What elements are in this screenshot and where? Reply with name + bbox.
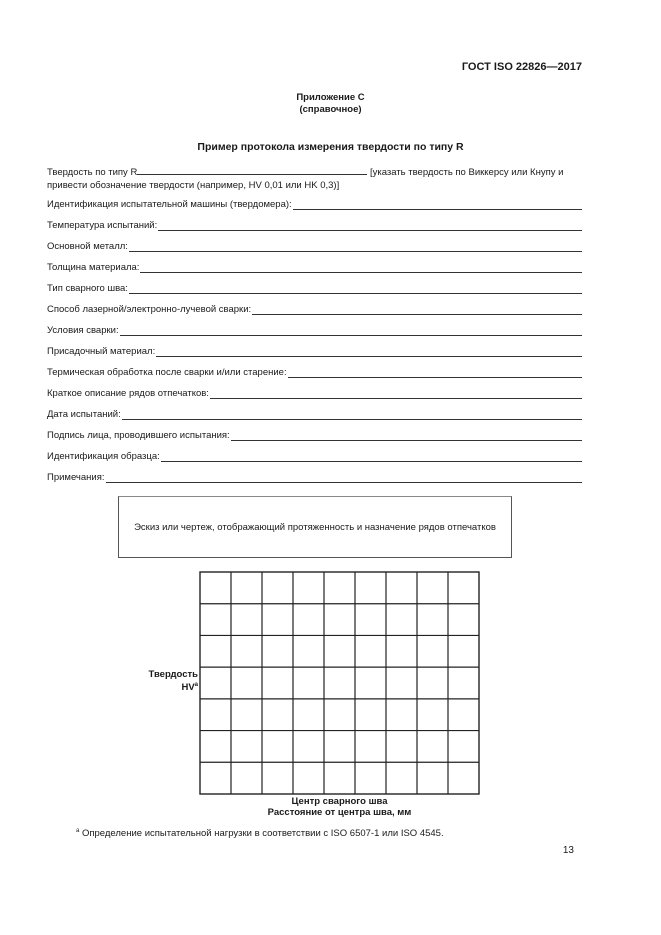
protocol-field-label: Дата испытаний: [47,409,121,420]
protocol-field-label: Температура испытаний: [47,220,158,231]
protocol-field-row [47,197,582,210]
protocol-field-input-line[interactable] [293,199,582,210]
standard-number: ГОСТ ISO 22826—2017 [461,61,582,73]
x-axis-label-line2: Расстояние от центра шва, мм [267,807,412,818]
protocol-field-input-line[interactable] [140,262,582,273]
sketch-label: Эскиз или чертеж, отображающий протяженность и назначение рядов отпечатков [134,521,496,533]
protocol-field-input-line[interactable] [156,346,582,357]
annex-subtitle: (справочное) [299,104,362,115]
protocol-field-input-line[interactable] [129,241,582,252]
protocol-field-label: Основной металл: [47,241,128,252]
protocol-field-label: Идентификация испытательной машины (твердомера): [47,199,292,210]
document-title: Пример протокола измерения твердости по типу R [197,141,464,153]
protocol-field-input-line[interactable] [129,283,582,294]
x-axis-label [200,796,479,818]
protocol-field-input-line[interactable] [122,409,582,420]
protocol-field-label: Краткое описание рядов отпечатков: [47,388,209,399]
footnote-mark: a [76,828,80,834]
protocol-field-label: Подпись лица, проводившего испытания: [47,430,230,441]
footnote [76,828,444,839]
protocol-field-row [47,470,582,483]
protocol-field-row [47,365,582,378]
protocol-field-row [47,428,582,441]
protocol-field-input-line[interactable] [288,367,582,378]
protocol-field-label: Тип сварного шва: [47,283,128,294]
protocol-field-input-line[interactable] [231,430,582,441]
protocol-field-label: Идентификация образца: [47,451,160,462]
protocol-field-input-line[interactable] [161,451,582,462]
hardness-grid [199,571,480,795]
protocol-field-row [47,302,582,315]
page-number: 13 [562,845,574,856]
y-axis-label [142,669,198,693]
hardness-type-input-line[interactable] [137,165,367,175]
hardness-type-instruction: [указать твердость по Виккерсу или Кнупу и привести обозначение твердости (например, HV 0,01 или HK 0,3)] [47,167,564,191]
protocol-field-label: Способ лазерной/электронно-лучевой сварки: [47,304,252,315]
protocol-field-input-line[interactable] [106,472,583,483]
protocol-field-row [47,407,582,420]
protocol-field-row [47,449,582,462]
protocol-field-row [47,344,582,357]
y-axis-footnote-mark: a [194,682,198,688]
grid-frame [200,572,479,794]
footnote-text: Определение испытательной нагрузки в соответствии с ISO 6507-1 или ISO 4545. [81,828,444,840]
protocol-field-row [47,218,582,231]
y-axis-label-line1: Твердость [148,669,198,680]
protocol-field-label: Примечания: [47,472,105,483]
protocol-field-label: Присадочный материал: [47,346,156,357]
protocol-field-row [47,281,582,294]
protocol-field-input-line[interactable] [158,220,582,231]
hardness-type-label: Твердость по типу R [47,167,138,178]
protocol-field-label: Толщина материала: [47,262,140,273]
y-axis-label-line2: HV [181,682,195,694]
protocol-field-row [47,260,582,273]
protocol-field-row [47,323,582,336]
x-axis-label-line1: Центр сварного шва [291,796,388,807]
protocol-field-input-line[interactable] [120,325,582,336]
protocol-field-input-line[interactable] [252,304,582,315]
protocol-field-label: Термическая обработка после сварки и/или старение: [47,367,287,378]
hardness-type-field [47,165,587,192]
sketch-box [118,496,512,558]
annex-title: Приложение С [296,92,365,103]
protocol-field-row [47,239,582,252]
protocol-field-label: Условия сварки: [47,325,119,336]
protocol-field-row [47,386,582,399]
protocol-field-input-line[interactable] [210,388,582,399]
